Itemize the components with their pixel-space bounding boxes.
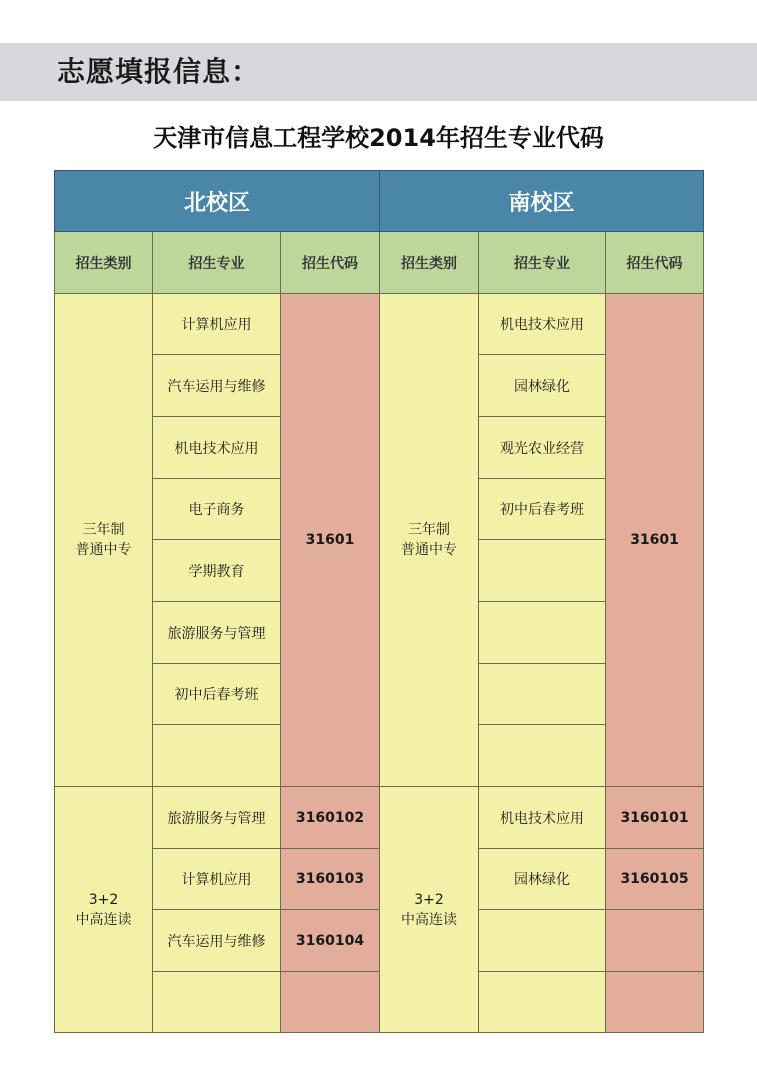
south-code-cell: 3160105 (606, 849, 704, 910)
north-major-cell: 计算机应用 (153, 294, 281, 355)
table-row (55, 910, 704, 972)
north-major-cell: 旅游服务与管理 (153, 602, 281, 664)
north-category-header: 招生类别 (55, 232, 153, 294)
north-three-year-code: 31601 (281, 294, 380, 787)
south-major-cell (479, 725, 606, 787)
south-major-cell (479, 602, 606, 664)
north-major-cell: 机电技术应用 (153, 417, 281, 479)
south-three-year-category (380, 294, 479, 787)
north-code-cell: 3160104 (281, 910, 380, 972)
south-code-cell (606, 910, 704, 972)
north-major-cell: 汽车运用与维修 (153, 355, 281, 417)
category-line: 中高连读 (75, 911, 132, 928)
north-major-cell: 旅游服务与管理 (153, 787, 281, 849)
south-major-cell: 机电技术应用 (479, 294, 606, 355)
north-major-cell: 初中后春考班 (153, 664, 281, 725)
north-code-cell (281, 972, 380, 1033)
south-code-cell (606, 972, 704, 1033)
table-row (55, 294, 704, 355)
south-major-cell: 园林绿化 (479, 849, 606, 910)
south-major-cell (479, 664, 606, 725)
table-row (55, 849, 704, 910)
column-header-row (55, 232, 704, 294)
category-line: 3+2 (414, 891, 444, 908)
category-line: 三年制 (408, 522, 451, 538)
table-row (55, 787, 704, 849)
table-row (55, 972, 704, 1033)
north-major-header: 招生专业 (153, 232, 281, 294)
south-major-cell (479, 910, 606, 972)
north-major-cell (153, 972, 281, 1033)
south-campus-header: 南校区 (380, 171, 704, 232)
south-major-header: 招生专业 (479, 232, 606, 294)
campus-header-row (55, 171, 704, 232)
north-major-cell: 计算机应用 (153, 849, 281, 910)
south-major-cell: 园林绿化 (479, 355, 606, 417)
north-major-cell: 学期教育 (153, 540, 281, 602)
south-major-cell: 机电技术应用 (479, 787, 606, 849)
south-major-cell (479, 540, 606, 602)
category-line: 普通中专 (75, 542, 132, 558)
north-code-cell: 3160103 (281, 849, 380, 910)
category-line: 普通中专 (401, 542, 458, 558)
south-category-header: 招生类别 (380, 232, 479, 294)
document-title: 天津市信息工程学校2014年招生专业代码 (153, 124, 604, 152)
category-line: 三年制 (82, 522, 125, 538)
north-three-year-category (55, 294, 153, 787)
south-three-two-category (380, 787, 479, 1033)
south-major-cell (479, 972, 606, 1033)
north-three-two-category (55, 787, 153, 1033)
south-major-cell: 初中后春考班 (479, 479, 606, 540)
north-major-cell: 汽车运用与维修 (153, 910, 281, 972)
south-three-year-code: 31601 (606, 294, 704, 787)
north-code-cell: 3160102 (281, 787, 380, 849)
category-line: 中高连读 (401, 911, 458, 928)
north-major-cell (153, 725, 281, 787)
enrollment-code-table (54, 170, 704, 1033)
north-code-header: 招生代码 (281, 232, 380, 294)
category-line: 3+2 (88, 891, 119, 908)
south-code-header: 招生代码 (606, 232, 704, 294)
south-major-cell: 观光农业经营 (479, 417, 606, 479)
north-campus-header: 北校区 (55, 171, 380, 232)
north-major-cell: 电子商务 (153, 479, 281, 540)
banner-title: 志愿填报信息： (57, 55, 261, 88)
south-code-cell: 3160101 (606, 787, 704, 849)
